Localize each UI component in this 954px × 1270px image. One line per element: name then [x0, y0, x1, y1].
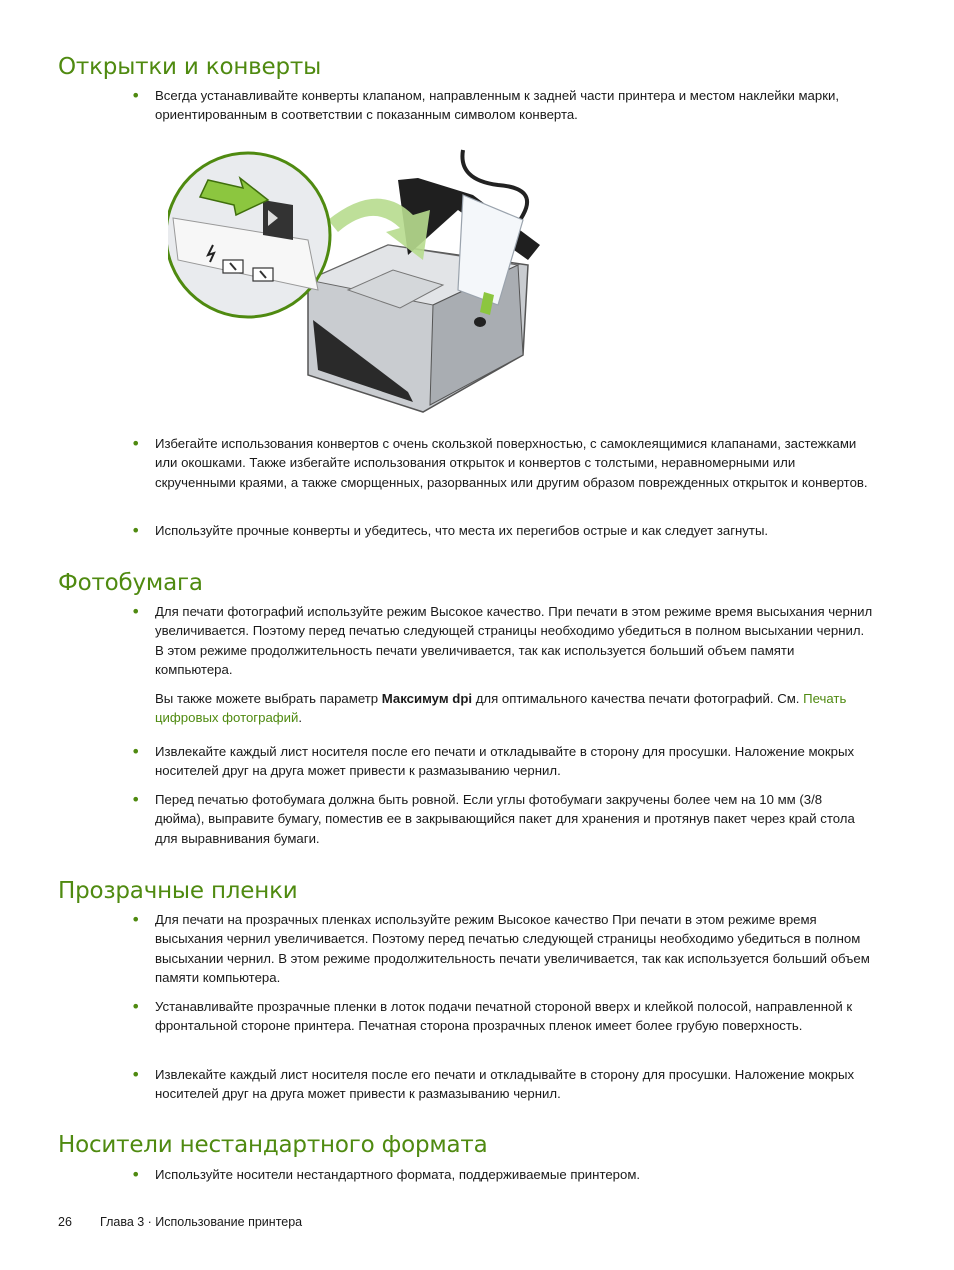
chapter-title: Глава 3 · Использование принтера: [100, 1215, 303, 1229]
list-item-text: Перед печатью фотобумага должна быть ровной. Если углы фотобумаги закручены более чем на 10 мм (3/8 дюйма), выправите бумагу, поместив ее в закрывающийся пакет для хранения и протянув пакет через край стола для выравнивания бумаги.: [155, 792, 855, 846]
printer-envelope-illustration: [168, 140, 558, 420]
bullet: •: [131, 1165, 141, 1184]
page-number: 26: [58, 1215, 72, 1229]
bullet: •: [131, 742, 141, 761]
bullet: •: [131, 910, 141, 929]
list-item-text: Для печати на прозрачных пленках используйте режим Высокое качество При печати в этом режиме время высыхания чернил увеличивается. Поэтому перед печатью следующей страницы необходимо убедиться в полном высыхании чернил. В этом режиме продолжительность печати увеличивается, так как используется больший объем памяти компьютера.: [155, 912, 870, 986]
list-item: [155, 86, 875, 125]
list-item-text: Всегда устанавливайте конверты клапаном, направленным к задней части принтера и местом наклейки марки, ориентированным в соответствии с показанным символом конверта.: [155, 88, 840, 123]
list-item-text: Избегайте использования конвертов с очень скользкой поверхностью, с самоклеящимися клапанами, застежками или окошками. Также избегайте использования открыток и конвертов с толстыми, неравномерными или скрученными краями, а также сморщенных, разорванных или другим образом поврежденных открыток и конвертов.: [155, 436, 868, 490]
list-item-text: Используйте прочные конверты и убедитесь, что места их перегибов острые и как следует загнуты.: [155, 523, 769, 538]
list-item: [155, 1065, 875, 1104]
bullet: •: [131, 86, 141, 105]
section-heading-cards: Открытки и конверты: [58, 54, 322, 80]
list-item: [155, 997, 875, 1036]
list-item-text: Для печати фотографий используйте режим Высокое качество. При печати в этом режиме время высыхания чернил увеличивается. Поэтому перед печатью следующей страницы необходимо убедиться в полном высыхании чернил. В этом режиме продолжительность печати увеличивается, так как используется больший объем памяти компьютера.: [155, 604, 873, 678]
section-heading-transparency: Прозрачные пленки: [58, 878, 298, 904]
bullet: •: [131, 1065, 141, 1084]
list-item-text: Используйте носители нестандартного формата, поддерживаемые принтером.: [155, 1167, 641, 1182]
bullet: •: [131, 997, 141, 1016]
bullet: •: [131, 521, 141, 540]
list-item-text: Извлекайте каждый лист носителя после его печати и откладывайте в сторону для просушки. Наложение мокрых носителей друг на друга может привести к размазыванию чернил.: [155, 744, 855, 779]
list-item: [155, 910, 875, 988]
list-item-text: Устанавливайте прозрачные пленки в лоток подачи печатной стороной вверх и клейкой полосой, направленной к фронтальной стороне принтера. Печатная сторона прозрачных пленок имеет более грубую поверхность.: [155, 999, 853, 1034]
max-dpi-option: Максимум dpi: [381, 691, 473, 706]
list-item-text: Извлекайте каждый лист носителя после его печати и откладывайте в сторону для просушки. Наложение мокрых носителей друг на друга может привести к размазыванию чернил.: [155, 1067, 855, 1102]
section-heading-custom: Носители нестандартного формата: [58, 1132, 488, 1158]
photo-printing-link[interactable]: Печать цифровых фотографий: [155, 691, 847, 726]
list-item: [155, 434, 875, 492]
section-heading-photo: Фотобумага: [58, 570, 203, 596]
max-dpi-note: Вы также можете выбрать параметр Максимум dpi для оптимального качества печати фотографий. См. Печать цифровых фотографий.: [155, 691, 847, 726]
list-item: [155, 1165, 875, 1184]
list-item: [155, 742, 875, 781]
list-item: [155, 521, 875, 540]
bullet: •: [131, 602, 141, 621]
list-item: [155, 790, 875, 848]
list-item: [155, 602, 875, 680]
bullet: •: [131, 434, 141, 453]
bullet: •: [131, 790, 141, 809]
